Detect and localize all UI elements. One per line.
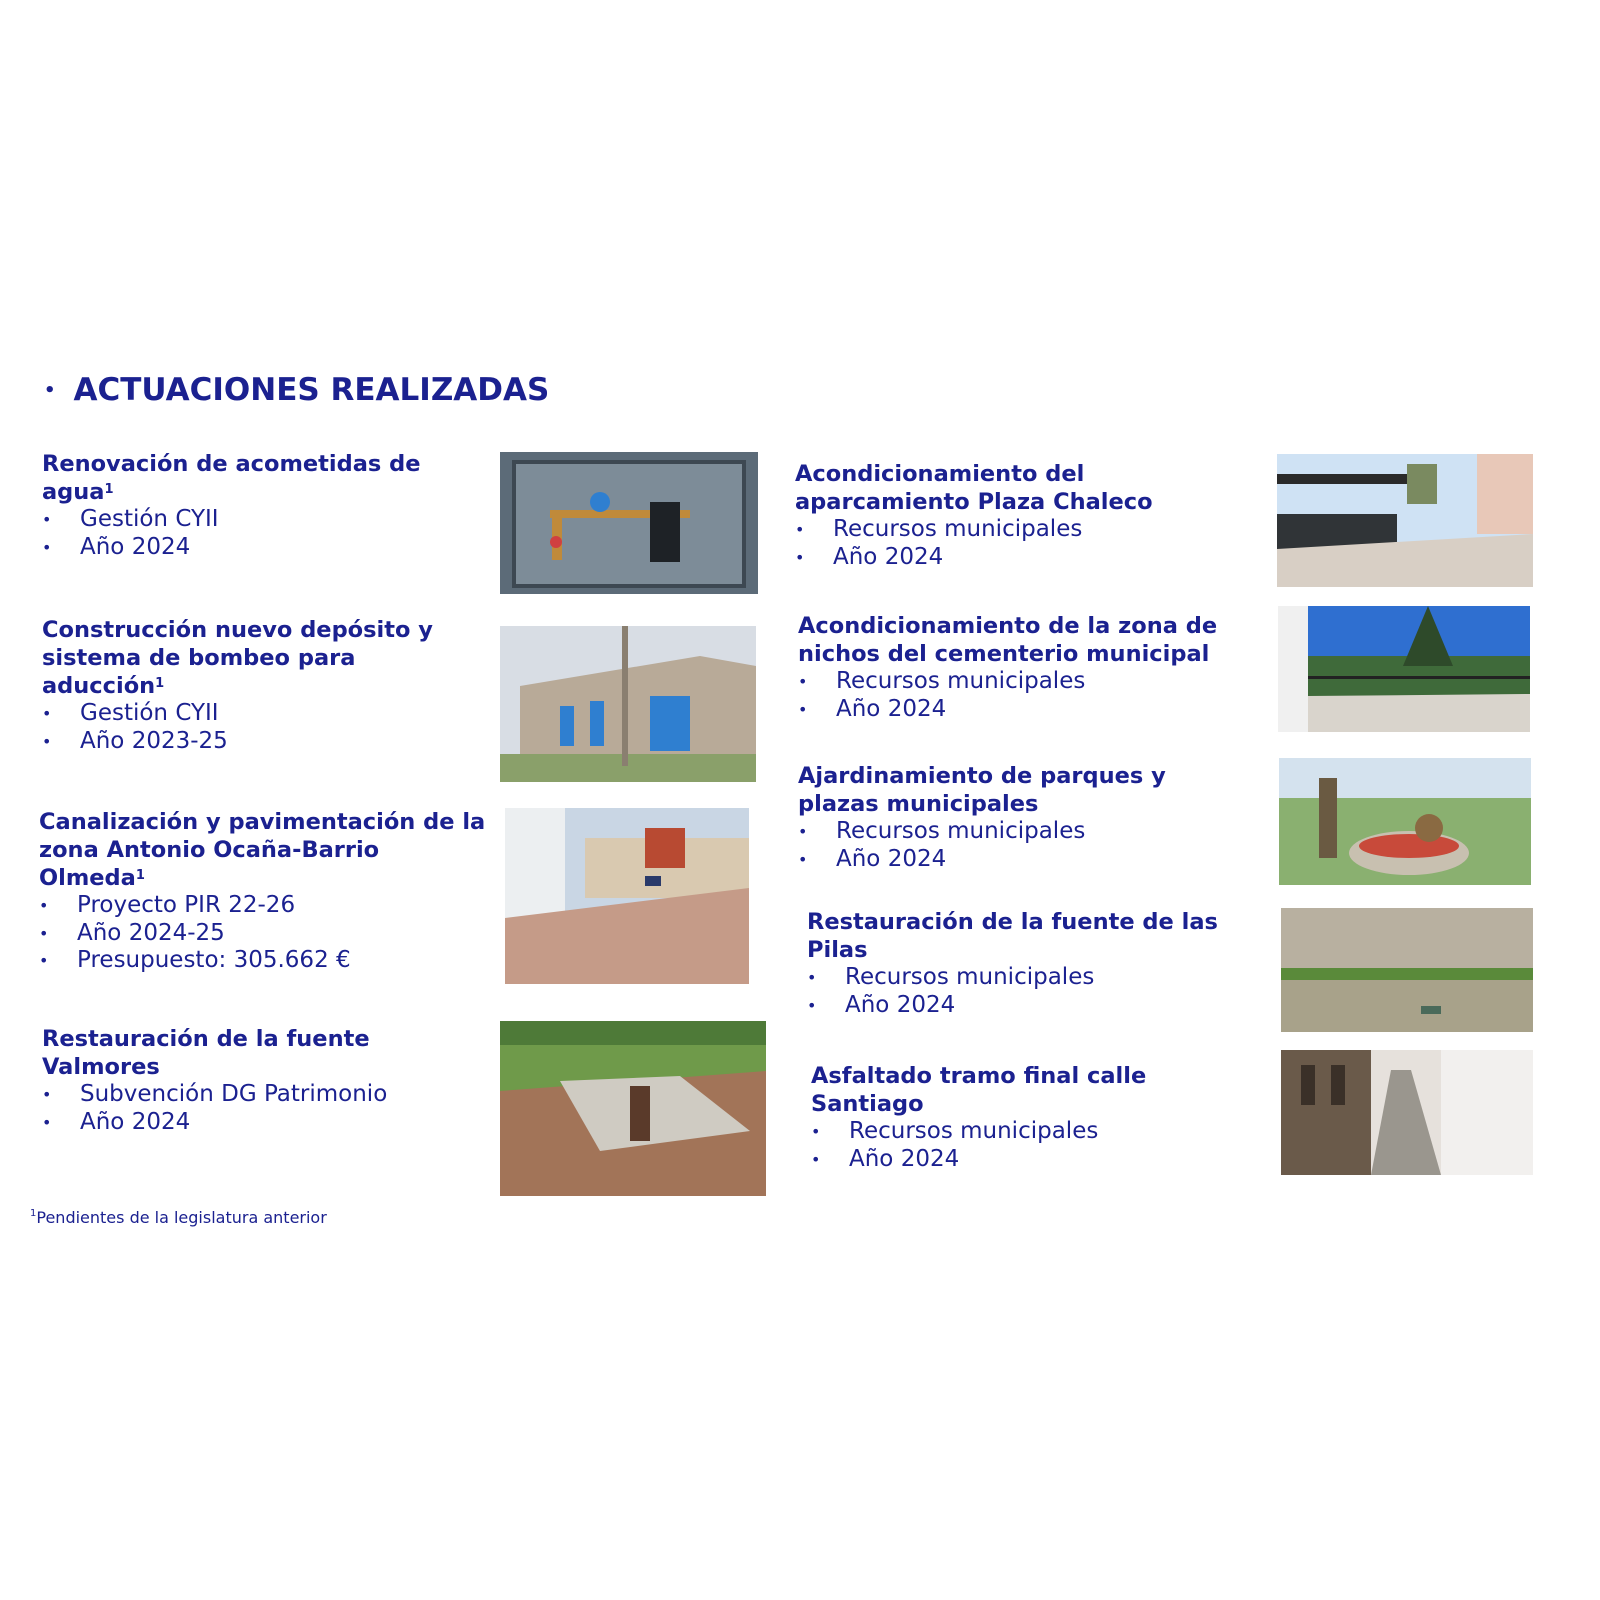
bullet-item: • Año 2024 — [42, 533, 191, 560]
bullet-item: • Año 2024 — [798, 695, 947, 722]
photo-paved-street — [505, 808, 749, 984]
photo-water-tank-building — [500, 626, 756, 782]
bullet-item: • Recursos municipales — [798, 818, 1086, 844]
item-title: Asfaltado tramo final calle Santiago — [811, 1063, 1147, 1117]
item-bullets — [42, 506, 472, 561]
bullet-item: • Recursos municipales — [811, 1118, 1099, 1144]
bullet-item: • Gestión CYII — [42, 506, 219, 532]
bullet-item: • Año 2024-25 — [39, 919, 225, 946]
item-pilas — [807, 908, 1247, 1019]
item-title: Ajardinamiento de parques y plazas municipales — [798, 763, 1166, 817]
item-santiago — [811, 1062, 1211, 1173]
item-bullets — [795, 516, 1235, 571]
footnote: $^1$Pendientes de la legislatura anterior — [30, 1208, 327, 1227]
item-acometidas — [42, 450, 472, 561]
bullet-item: • Año 2024 — [811, 1145, 960, 1172]
item-title: Restauración de la fuente Valmores — [42, 1026, 370, 1080]
item-title: Restauración de la fuente de las Pilas — [807, 909, 1218, 963]
bullet-item: • Año 2024 — [798, 845, 947, 872]
item-bullets — [811, 1118, 1211, 1173]
item-bullets — [42, 1081, 442, 1136]
bullet-item: • Subvención DG Patrimonio — [42, 1081, 388, 1107]
item-canalizacion — [39, 808, 489, 975]
bullet-item: • Recursos municipales — [807, 964, 1095, 990]
bullet-item: • Año 2024 — [42, 1108, 191, 1135]
photo-fountain-pilas — [1281, 908, 1533, 1032]
item-bullets — [798, 818, 1238, 873]
item-deposito — [42, 616, 472, 755]
heading-bullet: • — [44, 379, 56, 401]
item-title: Canalización y pavimentación de la zona Antonio Ocaña-Barrio Olmeda$^1$ — [39, 809, 486, 891]
item-title: Renovación de acometidas de agua$^1$ — [42, 451, 421, 505]
bullet-item: • Recursos municipales — [795, 516, 1083, 542]
bullet-item: • Proyecto PIR 22-26 — [39, 892, 296, 918]
item-title: Construcción nuevo depósito y sistema de bombeo para aducción$^1$ — [42, 617, 433, 699]
heading-text: ACTUACIONES REALIZADAS — [73, 372, 550, 408]
bullet-item: • Gestión CYII — [42, 700, 219, 726]
bullet-item: • Año 2024 — [795, 543, 944, 570]
item-bullets — [807, 964, 1247, 1019]
item-cementerio — [798, 612, 1258, 723]
photo-street-santiago — [1281, 1050, 1533, 1175]
item-valmores — [42, 1025, 442, 1136]
item-title: Acondicionamiento del aparcamiento Plaza Chaleco — [795, 461, 1153, 515]
photo-parking-lot — [1277, 454, 1533, 587]
item-bullets — [798, 668, 1258, 723]
item-aparcamiento — [795, 460, 1235, 571]
photo-cemetery-niches — [1278, 606, 1530, 732]
bullet-item: • Año 2024 — [807, 991, 956, 1018]
item-ajardinamiento — [798, 762, 1238, 873]
item-bullets — [39, 892, 489, 975]
section-heading — [44, 372, 549, 408]
item-bullets — [42, 700, 472, 755]
bullet-item: • Recursos municipales — [798, 668, 1086, 694]
item-title: Acondicionamiento de la zona de nichos del cementerio municipal — [798, 613, 1218, 667]
photo-fountain-valmores — [500, 1021, 766, 1196]
bullet-item: • Presupuesto: 305.662 € — [39, 947, 351, 973]
photo-water-meter-box — [500, 452, 758, 594]
bullet-item: • Año 2023-25 — [42, 727, 228, 754]
photo-garden-flowerbed — [1279, 758, 1531, 885]
